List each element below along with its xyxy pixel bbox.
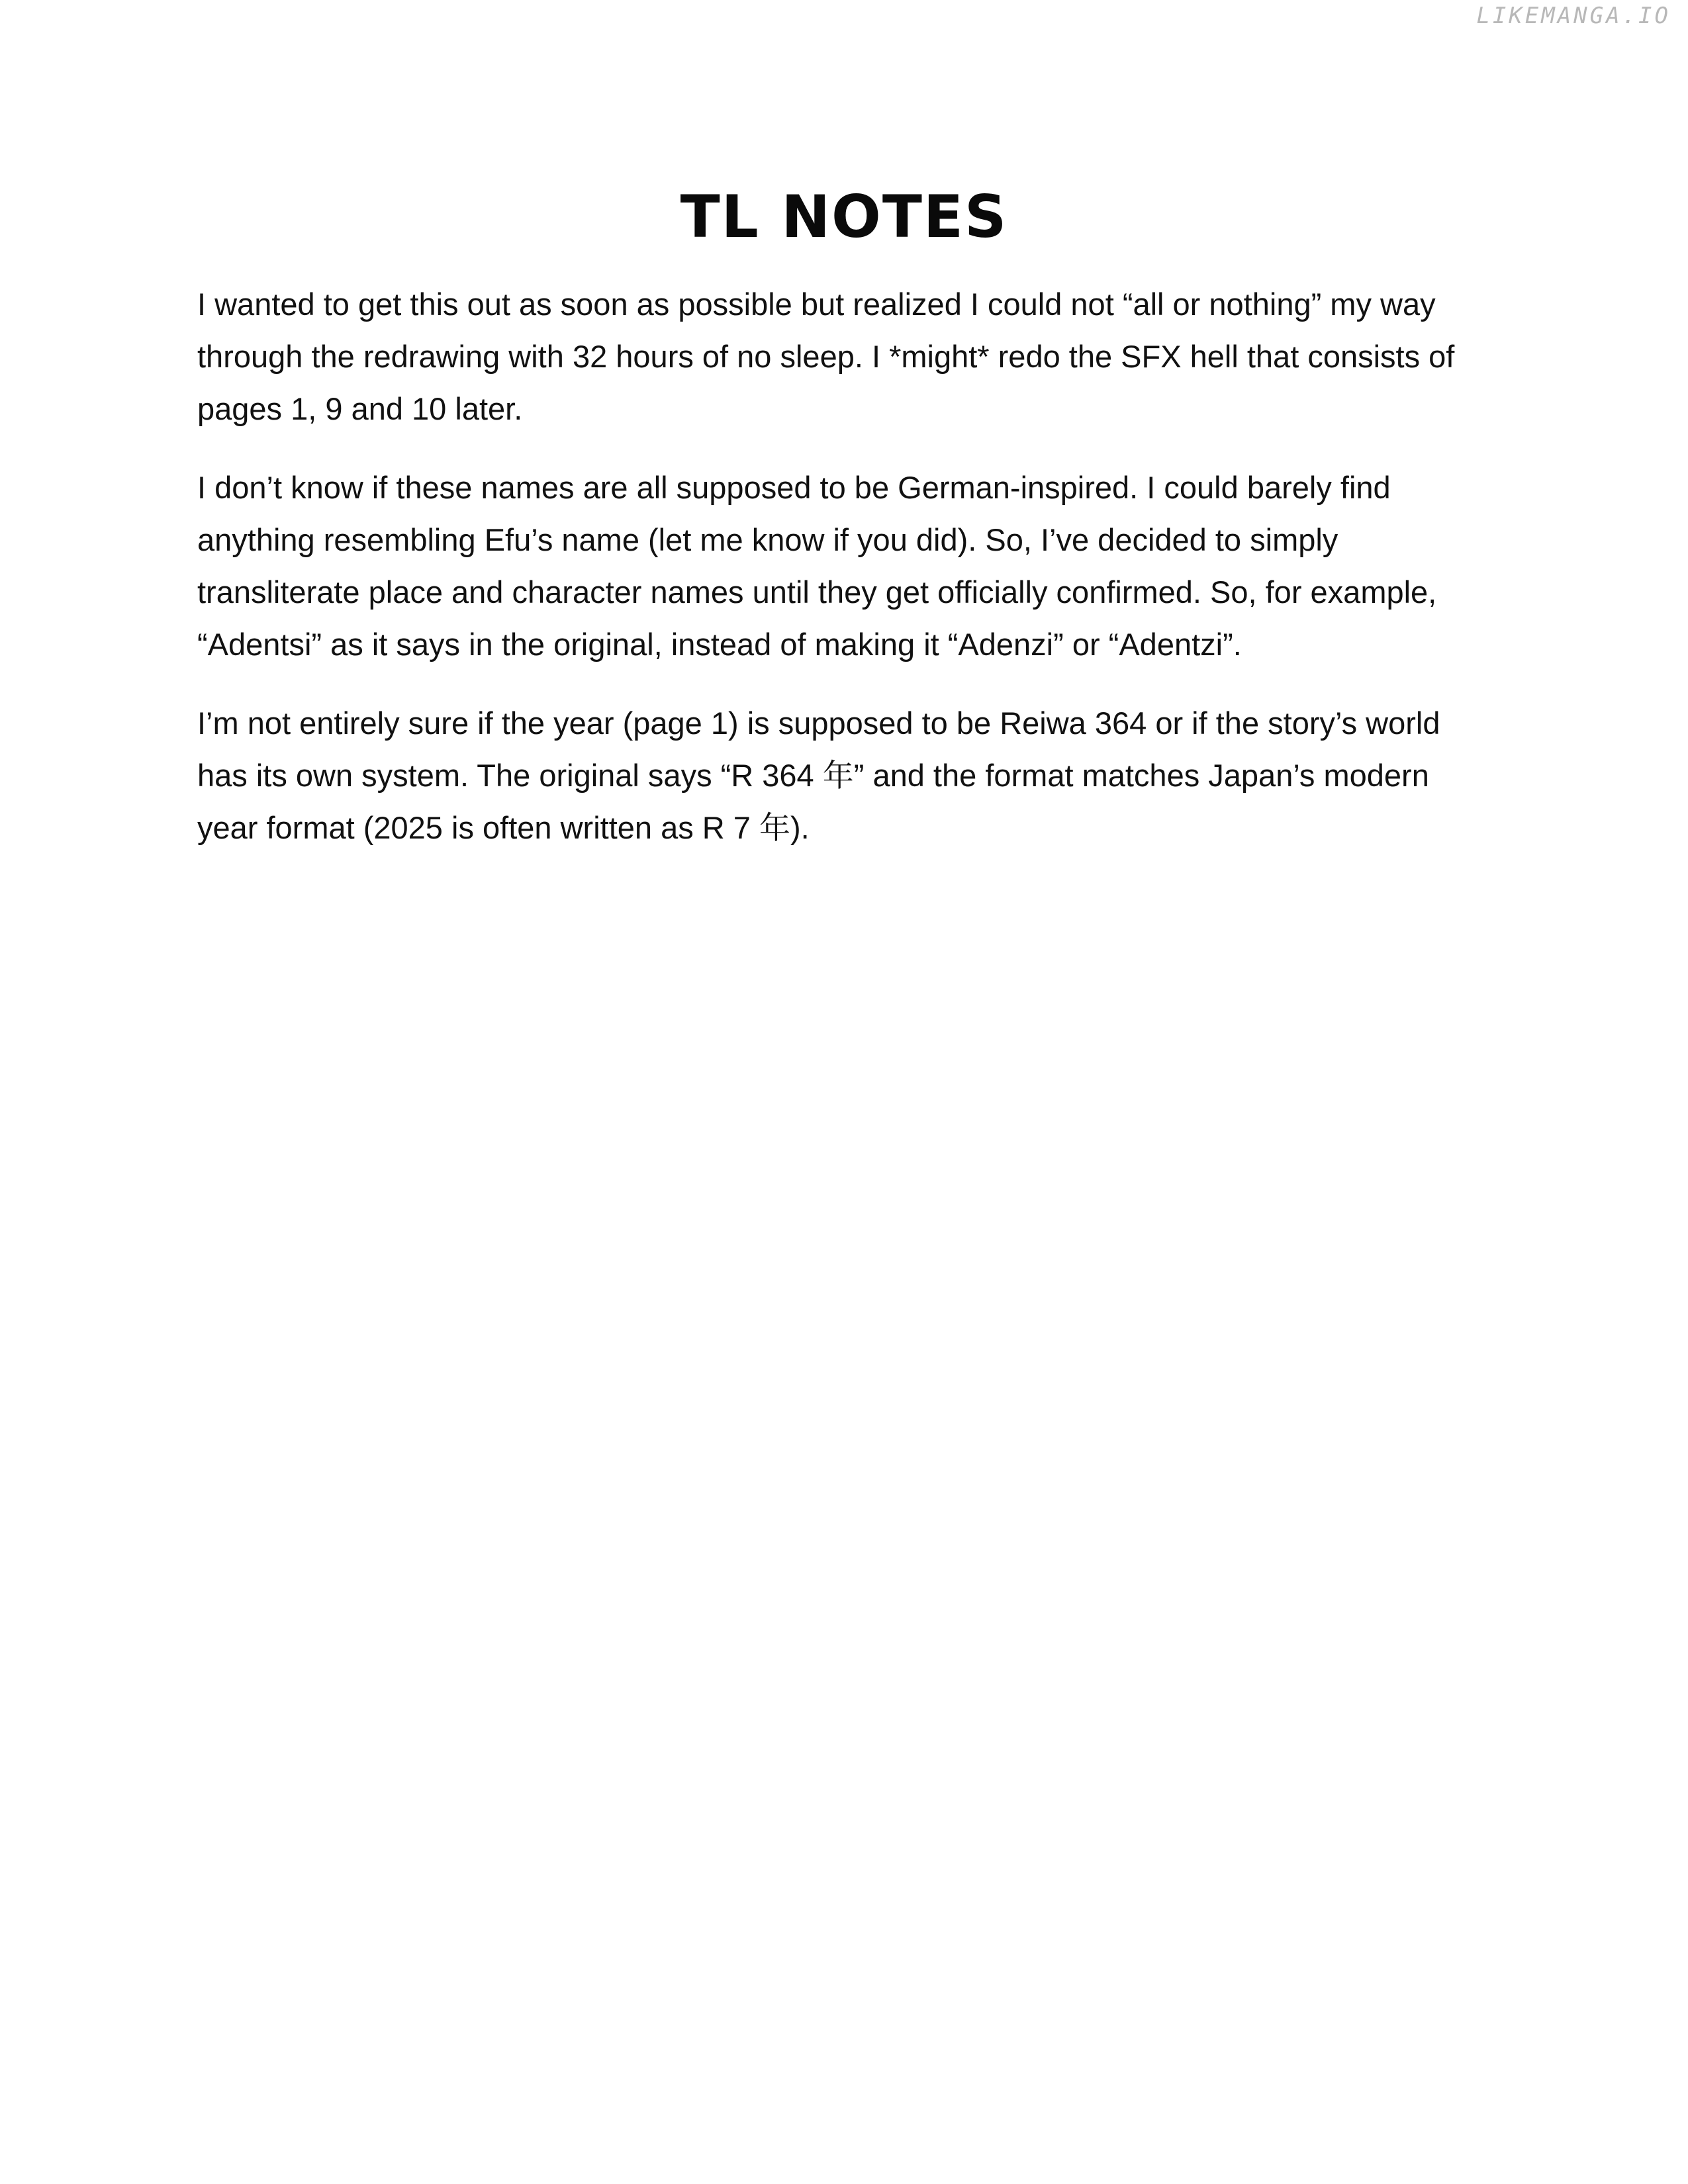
note-paragraph-1: I wanted to get this out as soon as possible but realized I could not “all or nothing” my way through the redrawing with 32 hours of no sleep. I *might* redo the SFX hell that consists of pages 1, 9 and 10 later. bbox=[197, 287, 1455, 426]
note-paragraph-2: I don’t know if these names are all supposed to be German-inspired. I could barely find anything resembling Efu’s name (let me know if you did). So, I’ve decided to simply transliterate place and character names until they get officially confirmed. So, for example, “Adentsi” as it says in the original, instead of making it “Adenzi” or “Adentzi”. bbox=[197, 470, 1437, 662]
watermark: LIKEMANGA.IO bbox=[1476, 3, 1671, 29]
notes-body bbox=[197, 278, 1495, 880]
page-title: TL NOTES bbox=[680, 183, 1008, 251]
note-paragraph-3: I’m not entirely sure if the year (page 1) is supposed to be Reiwa 364 or if the story’s world has its own system. The original says “R 364 年” and the format matches Japan’s modern year format (2025 is often written as R 7 年). bbox=[197, 705, 1440, 845]
